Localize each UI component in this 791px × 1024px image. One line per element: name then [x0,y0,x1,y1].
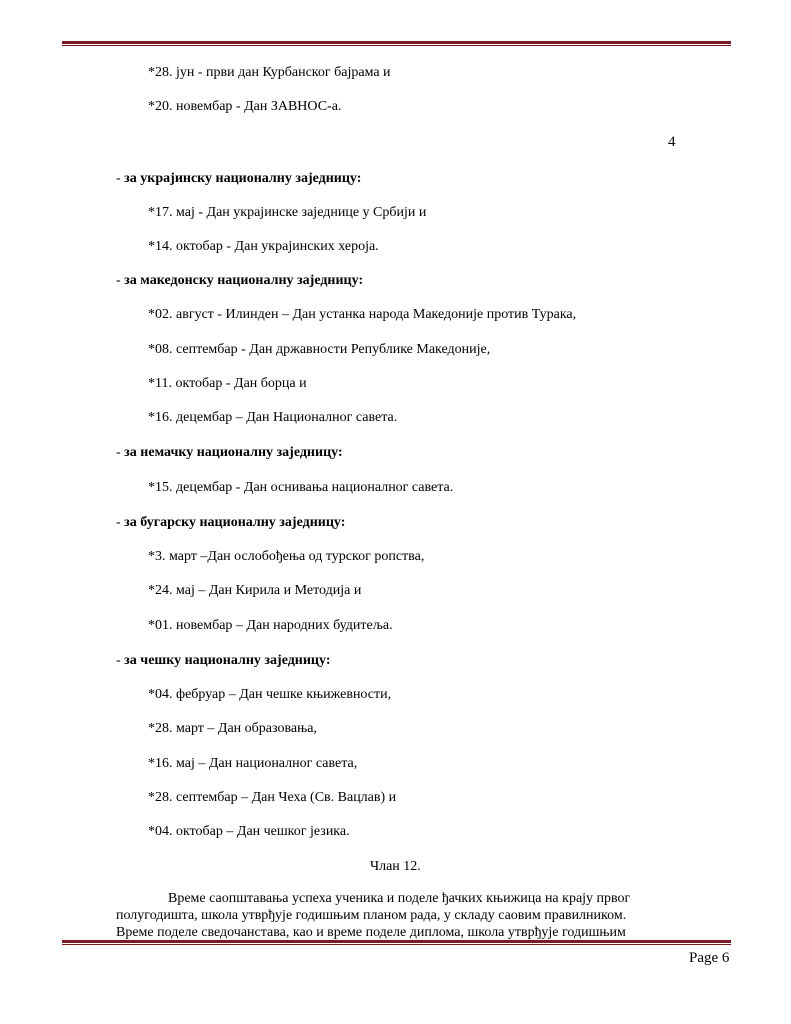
section-heading [116,273,363,289]
heading-text: за бугарску националну заједницу: [124,515,346,530]
list-item: *28. септембар – Дан Чеха (Св. Вацлав) и [148,790,397,805]
list-item: *15. децембар - Дан оснивања националног савета. [148,480,454,495]
section-heading [116,653,330,669]
list-item: *28. јун - први дан Курбанског бајрама и [148,65,391,80]
article-paragraph [116,890,676,941]
section-heading [116,445,343,461]
paragraph-line: Време поделе сведочанстава, као и време поделе диплома, школа утврђује годишњим [116,925,626,940]
list-item: *28. март – Дан образовања, [148,721,317,736]
heading-prefix: - [116,273,125,288]
heading-prefix: - [116,171,125,186]
heading-text: за македонску националну заједницу: [124,273,364,288]
header-rule [62,41,731,46]
page-footer: Page 6 [689,950,730,966]
heading-prefix: - [116,653,125,668]
article-title: Члан 12. [370,859,421,874]
footer-rule [62,940,731,945]
list-item: *04. фебруар – Дан чешке књижевности, [148,687,392,702]
list-item: *11. октобар - Дан борца и [148,376,307,391]
list-item: *08. септембар - Дан државности Републике Македоније, [148,342,491,357]
list-item: *02. август - Илинден – Дан устанка народа Македоније против Турака, [148,307,577,322]
heading-text: за украјинску националну заједницу: [124,171,362,186]
paragraph-line [116,890,676,907]
heading-text: за немачку националну заједницу: [124,445,343,460]
list-item: *24. мај – Дан Кирила и Методија и [148,583,362,598]
paragraph-line-text: Време саопштавања успеха ученика и поделе ђачких књижица на крају првог [168,891,631,906]
list-item: *3. март –Дан ослобођења од турског ропства, [148,549,425,564]
section-heading [116,515,345,531]
heading-prefix: - [116,445,125,460]
list-item: *14. октобар - Дан украјинских хероја. [148,239,379,254]
list-item: *16. мај – Дан националног савета, [148,756,358,771]
section-heading [116,171,361,187]
inline-page-number: 4 [668,134,676,150]
heading-prefix: - [116,515,125,530]
heading-text: за чешку националну заједницу: [124,653,331,668]
list-item: *16. децембар – Дан Националног савета. [148,410,398,425]
list-item: *20. новембар - Дан ЗАВНОС-а. [148,99,342,114]
list-item: *04. октобар – Дан чешког језика. [148,824,350,839]
list-item: *17. мај - Дан украјинске заједнице у Србији и [148,205,427,220]
list-item: *01. новембар – Дан народних будитеља. [148,618,393,633]
paragraph-line: полугодишта, школа утврђује годишњим планом рада, у складу саовим правилником. [116,908,627,923]
